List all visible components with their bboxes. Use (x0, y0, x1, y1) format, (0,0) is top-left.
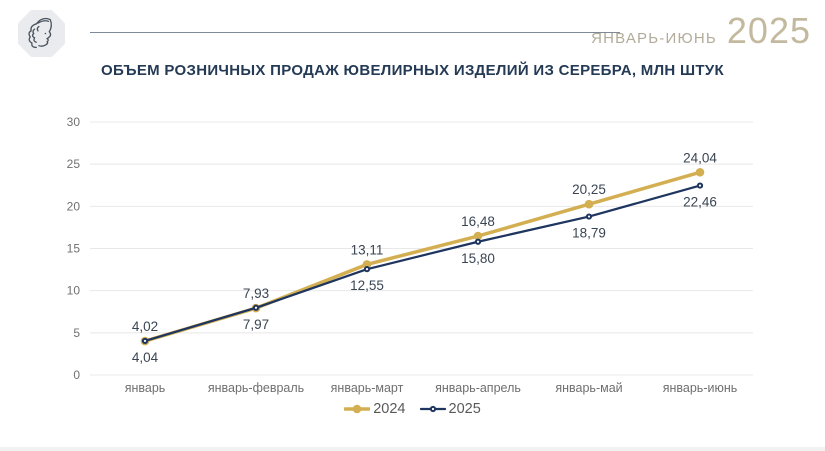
header-rule (90, 32, 620, 33)
data-point-marker-2024 (585, 200, 594, 209)
data-point-marker-dot-2025 (144, 340, 146, 342)
data-point-label-2024: 24,04 (683, 150, 717, 166)
data-point-marker-2024 (696, 168, 705, 177)
header-period (591, 10, 811, 52)
x-category-label: январь-февраль (207, 381, 305, 395)
legend-label-2025: 2025 (448, 401, 481, 417)
legend-label-2024: 2024 (373, 401, 406, 417)
data-point-marker-dot-2025 (255, 307, 257, 309)
data-point-label-2024: 4,02 (131, 319, 159, 335)
y-tick-label: 0 (73, 368, 80, 382)
bottom-edge (0, 447, 825, 451)
legend-swatch-2024 (344, 403, 370, 415)
legend-item-2025 (420, 401, 481, 417)
data-point-label-2025: 12,55 (350, 278, 384, 294)
x-category-label: январь-июнь (662, 381, 738, 395)
data-point-label-2025: 22,46 (683, 194, 717, 210)
y-tick-label: 25 (66, 157, 80, 172)
year-label: 2025 (726, 10, 811, 51)
data-point-label-2025: 4,04 (131, 349, 159, 365)
data-point-label-2025: 7,97 (242, 316, 270, 332)
assay-chamber-logo (18, 10, 65, 57)
legend-swatch-2025 (420, 403, 446, 415)
data-point-label-2024: 7,93 (242, 286, 270, 302)
legend-item-2024 (344, 401, 405, 417)
chart-title: ОБЪЕМ РОЗНИЧНЫХ ПРОДАЖ ЮВЕЛИРНЫХ ИЗДЕЛИЙ ИЗ СЕРЕБРА, МЛН ШТУК (101, 62, 724, 79)
y-tick-label: 20 (66, 199, 80, 214)
x-category-label: январь-март (330, 381, 404, 395)
data-point-label-2025: 15,80 (461, 250, 495, 266)
x-category-label: январь-апрель (435, 381, 521, 395)
data-point-marker-dot-2025 (699, 184, 701, 186)
x-category-label: январь-май (555, 381, 623, 395)
data-point-label-2024: 20,25 (572, 182, 606, 198)
data-point-marker-dot-2025 (366, 268, 368, 270)
y-tick-label: 10 (66, 283, 80, 298)
data-point-label-2025: 18,79 (572, 225, 606, 241)
x-category-label: январь (124, 381, 166, 395)
chart-legend (55, 401, 770, 417)
data-point-marker-dot-2025 (477, 241, 479, 243)
y-tick-label: 5 (73, 325, 80, 340)
y-tick-label: 30 (66, 115, 80, 129)
data-point-label-2024: 16,48 (461, 214, 495, 230)
data-point-label-2024: 13,11 (350, 242, 384, 258)
period-label: ЯНВАРЬ-ИЮНЬ (591, 30, 717, 47)
y-tick-label: 15 (66, 241, 80, 256)
data-point-marker-dot-2025 (588, 215, 590, 217)
chart-svg (55, 108, 770, 398)
